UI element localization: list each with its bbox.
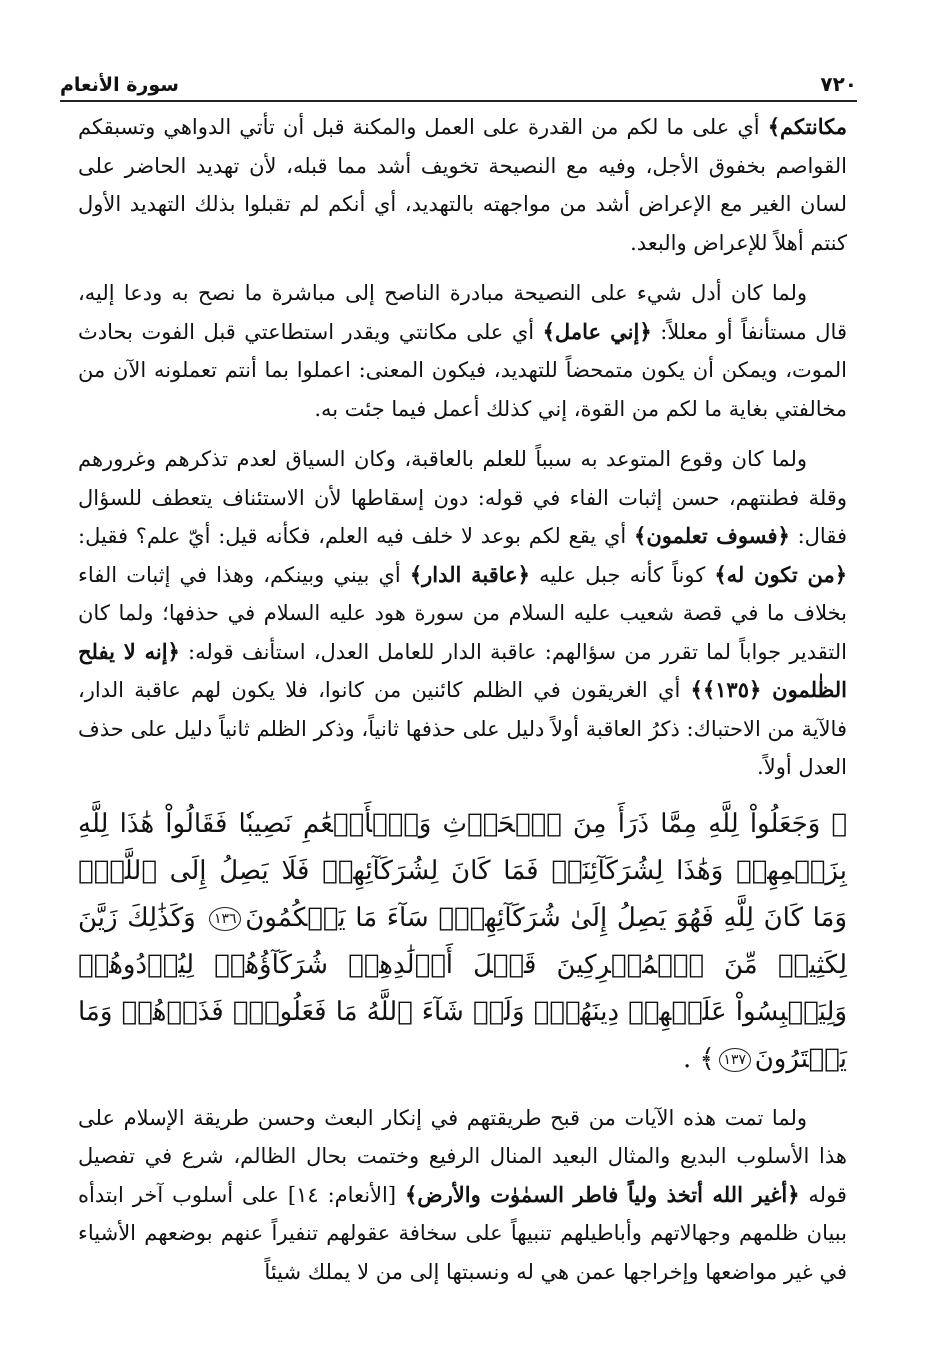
surah-title: سورة الأنعام: [60, 74, 179, 96]
paragraph-text: أي على ما لكم من القدرة على العمل والمكنة قبل أن تأتي الدواهي وتسبقكم القواصم بخفوق الأجل، وفيه مع النصيحة تخويف أشد مما قبله، لأن تهديد الحاضر على لسان الغير مع الإعراض أشد من مواجهته بالتهديد، أي أنكم لم تقبلوا بذلك التهديد الأول كنتم أهلاً للإعراض والبعد.: [78, 115, 847, 255]
quran-quote: ﴿أغير الله أتخذ ولياً فاطر السمٰوٰت والأرض﴾: [404, 1181, 800, 1207]
verse-number-137: ١٣٧: [719, 1048, 751, 1072]
page-number: ٧٢٠: [820, 72, 857, 96]
verse-number-136: ١٣٦: [209, 907, 241, 931]
paragraph-1: [78, 108, 847, 262]
paragraph-2: [78, 274, 847, 428]
quran-quote: ﴿من تكون له﴾: [714, 561, 848, 587]
paragraph-3: [78, 440, 847, 787]
paragraph-text: ولما تمت هذه الآيات من قبح طريقتهم في إنكار البعث وحسن طريقة الإسلام على هذا الأسلوب البديع والمثال البعيد المنال الرفيع وختمت بحال الظالم، شرع في تفصيل قوله: [78, 1105, 847, 1207]
paragraph-text: أي بيني وبينكم، وهذا في إثبات الفاء بخلاف ما في قصة شعيب عليه السلام من سورة هود عليه السلام في حذفها؛ ولما كان التقدير جواباً لما تقرر من سؤالهم: عاقبة الدار للعامل العدل، استأنف قوله:: [78, 562, 847, 664]
quran-verse-block: [78, 801, 847, 1083]
quran-quote: ﴿فسوف تعلمون﴾: [634, 523, 790, 548]
verse-136-text: وَجَعَلُواْ لِلَّهِ مِمَّا ذَرَأَ مِنَ ٱلۡحَرۡثِ وَٱلۡأَنۡعَٰمِ نَصِيبٗا فَقَالُواْ هَٰذَا لِلَّهِ بِزَعۡمِهِمۡ وَهَٰذَا لِشُرَكَآئِنَاۖ فَمَا كَانَ لِشُرَكَآئِهِمۡ فَلَا يَصِلُ إِلَى ٱللَّهِۖ وَمَا كَانَ لِلَّهِ فَهُوَ يَصِلُ إِلَىٰ شُرَكَآئِهِمۡۗ سَآءَ مَا يَحۡكُمُونَ: [78, 808, 847, 933]
quran-quote: مكانتكم﴾: [767, 114, 847, 139]
quran-quote: ﴿إني عامل﴾: [542, 318, 652, 344]
quran-quote: ﴿عاقبة الدار﴾: [409, 561, 530, 587]
verse-137-text: وَكَذَٰلِكَ زَيَّنَ لِكَثِيرٖ مِّنَ ٱلۡمُشۡرِكِينَ قَتۡلَ أَوۡلَٰدِهِمۡ شُرَكَآؤُهُمۡ لِيُرۡدُوهُمۡ وَلِيَلۡبِسُواْ عَلَيۡهِمۡ دِينَهُمۡۖ وَلَوۡ شَآءَ ٱللَّهُ مَا فَعَلُوهُۖ فَذَرۡهُمۡ وَمَا يَفۡتَرُونَ: [78, 902, 847, 1074]
paragraph-text: ولما كان أدل شيء على النصيحة مبادرة الناصح إلى مباشرة ما نصح به ودعا إليه، قال مستأنفاً أو معللاً:: [78, 281, 847, 344]
paragraph-text: أي الغريقون في الظلم كائنين من كانوا، فلا يكون لهم عاقبة الدار، فالآية من الاحتباك: ذكرُ العاقبة أولاً دليل على حذفها ثانياً، وذكر الظلم ثانياً دليل على حذف العدل أولاً.: [78, 678, 847, 779]
paragraph-4: [78, 1099, 847, 1292]
paragraph-text: [الأنعام: ١٤] على أسلوب آخر ابتدأه ببيان ظلمهم وجهالاتهم وأباطيلهم تنبيهاً على سخافة عقولهم تنفيراً عنهم بوضعهم الأشياء في غير مواضعها وإخراجها عمن هي له ونسبتها إلى من لا يملك شيئاً: [78, 1182, 847, 1284]
page-body: [78, 108, 847, 1291]
paragraph-text: أي على مكانتي ويقدر استطاعتي قبل الفوت بحادث الموت، ويمكن أن يكون متمحضاً للتهديد، فيكون المعنى: اعملوا بما أنتم تعملونه الآن من مخالفتي بغاية ما لكم من القوة، إني كذلك أعمل فيما جئت به.: [78, 319, 847, 421]
page-header: [60, 60, 857, 102]
paragraph-text: أي يقع لكم بوعد لا خلف فيه العلم، فكأنه قيل: أيّ علم؟ فقيل:: [78, 524, 635, 548]
quran-quote: ﴿إنه لا يفلح الظٰلمون ﴿١٣٥﴾﴾: [78, 638, 847, 702]
paragraph-text: كوناً كأنه جبل عليه: [530, 562, 715, 587]
ornate-bracket-close: ﴾ .: [682, 1043, 715, 1074]
ornate-bracket-open: ﴿: [831, 808, 847, 839]
paragraph-text: ولما كان وقوع المتوعد به سبباً للعلم بالعاقبة، وكان السياق لعدم تذكرهم وغرورهم وقلة فطنتهم، حسن إثبات الفاء في قوله: دون إسقاطها لأن الاستئناف يتعطف للسؤال فقال:: [78, 447, 847, 548]
